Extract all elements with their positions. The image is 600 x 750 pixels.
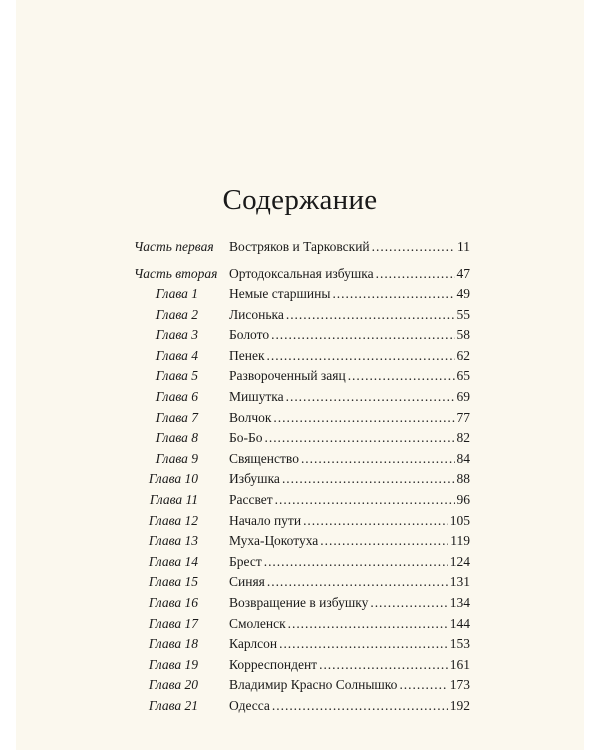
entry-title: Лисонька [229,306,284,322]
chapter-label: Глава 16 [148,595,198,610]
entry-title: Волчок [229,409,272,425]
chapter-label: Глава 13 [148,533,198,549]
page-number: 96 [456,492,470,507]
chapter-label: Глава 11 [149,492,198,507]
page-number: 11 [457,239,470,254]
toc-chapter-row [0,449,600,469]
entry-title: Смоленск [229,615,286,631]
entry-title: Избушка [229,471,280,487]
dot-leader [332,284,454,304]
toc-entry [229,366,470,386]
page-title: Содержание [222,184,378,216]
dot-leader [288,614,448,634]
dot-leader [301,449,455,469]
entry-title: Начало пути [229,512,302,528]
toc-entry [229,675,470,695]
toc-chapter-row [0,490,600,510]
chapter-label: Глава 1 [155,286,198,301]
chapter-label: Глава 10 [148,471,198,487]
page-number: 65 [456,368,470,384]
toc-chapter-row [0,366,600,386]
toc-chapter-row [0,634,600,654]
toc-entry [229,634,470,654]
toc-entry [229,264,470,284]
entry-title: Возвращение в избушку [229,595,369,610]
toc-chapter-row [0,305,600,325]
page-number: 124 [449,553,470,569]
entry-title: Муха-Цокотуха [229,533,319,549]
toc-chapter-row [0,552,600,572]
toc-chapter-row [0,325,600,345]
toc-entry [229,346,470,366]
chapter-label: Глава 19 [148,656,198,672]
toc-entry [229,469,470,489]
toc-chapter-row [0,614,600,634]
dot-leader [267,346,455,366]
page-number: 58 [456,327,470,343]
dot-leader [264,552,448,572]
toc-entry [229,449,470,469]
page-number: 62 [456,347,470,363]
chapter-label: Глава 15 [148,574,198,590]
toc-entry [229,490,470,510]
entry-title: Бо-Бо [229,430,263,446]
entry-title: Карлсон [229,636,278,652]
toc-part-row [0,237,600,257]
toc-chapter-row [0,284,600,304]
toc-chapter-row [0,511,600,531]
entry-title: Одесса [229,698,270,713]
page-number: 77 [456,409,470,425]
toc-chapter-row [0,469,600,489]
entry-title: Развороченный заяц [229,368,346,384]
chapter-label: Глава 7 [155,409,198,425]
page-number: 144 [449,615,470,631]
page-number: 105 [449,512,470,528]
entry-title: Синяя [229,574,265,590]
dot-leader [303,511,448,531]
dot-leader [267,572,448,592]
dot-leader [370,593,447,613]
chapter-label: Глава 18 [148,636,198,652]
toc-entry [229,593,470,613]
dot-leader [279,634,448,654]
entry-title: Рассвет [229,492,273,507]
part-label: Часть вторая [134,266,218,281]
page-number: 82 [456,430,470,446]
chapter-label: Глава 2 [155,306,198,322]
entry-title: Востряков и Тарковский [229,239,370,254]
page-number: 131 [449,574,470,590]
page-number: 153 [449,636,470,652]
dot-leader [376,264,455,284]
page-number: 173 [449,677,470,693]
entry-title: Ортодоксальная избушка [229,266,374,281]
page-number: 49 [456,286,470,301]
page-number: 161 [449,656,470,672]
dot-leader [286,305,455,325]
dot-leader [282,469,455,489]
toc-chapter-row [0,655,600,675]
toc-chapter-row [0,675,600,695]
chapter-label: Глава 17 [148,615,198,631]
entry-title: Священство [229,450,299,466]
chapter-label: Глава 4 [155,347,198,363]
entry-title: Владимир Красно Солнышко [229,677,398,693]
dot-leader [271,325,454,345]
toc-entry [229,511,470,531]
chapter-label: Глава 14 [148,553,198,569]
dot-leader [319,655,448,675]
dot-leader [265,428,455,448]
toc-chapter-row [0,408,600,428]
toc-chapter-row [0,387,600,407]
page-number: 119 [450,533,470,549]
entry-title: Мишутка [229,389,284,404]
toc-entry [229,552,470,572]
toc-entry [229,428,470,448]
page-number: 55 [456,306,470,322]
toc-entry [229,408,470,428]
dot-leader [372,237,455,257]
chapter-label: Глава 9 [155,450,198,466]
toc-chapter-row [0,531,600,551]
toc-entry [229,531,470,551]
toc-part-row [0,264,600,284]
chapter-label: Глава 6 [155,389,198,404]
toc-entry [229,305,470,325]
dot-leader [399,675,447,695]
toc-entry [229,572,470,592]
chapter-label: Глава 5 [155,368,198,384]
dot-leader [275,490,455,510]
dot-leader [272,696,448,716]
part-label: Часть первая [134,239,214,254]
page-number: 192 [449,698,470,713]
toc-entry [229,284,470,304]
entry-title: Пенек [229,347,265,363]
toc-entry [229,325,470,345]
toc-entry [229,696,470,716]
chapter-label: Глава 20 [148,677,198,693]
toc-chapter-row [0,346,600,366]
chapter-label: Глава 8 [155,430,198,446]
toc-entry [229,655,470,675]
page-number: 69 [456,389,470,404]
entry-title: Болото [229,327,270,343]
dot-leader [320,531,448,551]
page-number: 88 [456,471,470,487]
page-number: 134 [449,595,470,610]
toc-chapter-row [0,428,600,448]
entry-title: Брест [229,553,262,569]
dot-leader [273,408,454,428]
toc-chapter-row [0,572,600,592]
toc-chapter-row [0,593,600,613]
chapter-label: Глава 3 [155,327,198,343]
page-number: 84 [456,450,470,466]
dot-leader [286,387,455,407]
page-number: 47 [456,266,470,281]
toc-entry [229,237,470,257]
toc-entry [229,614,470,634]
dot-leader [348,366,455,386]
toc-chapter-row [0,696,600,716]
entry-title: Немые старшины [229,286,331,301]
chapter-label: Глава 12 [148,512,198,528]
chapter-label: Глава 21 [148,698,198,713]
entry-title: Корреспондент [229,656,318,672]
toc-entry [229,387,470,407]
